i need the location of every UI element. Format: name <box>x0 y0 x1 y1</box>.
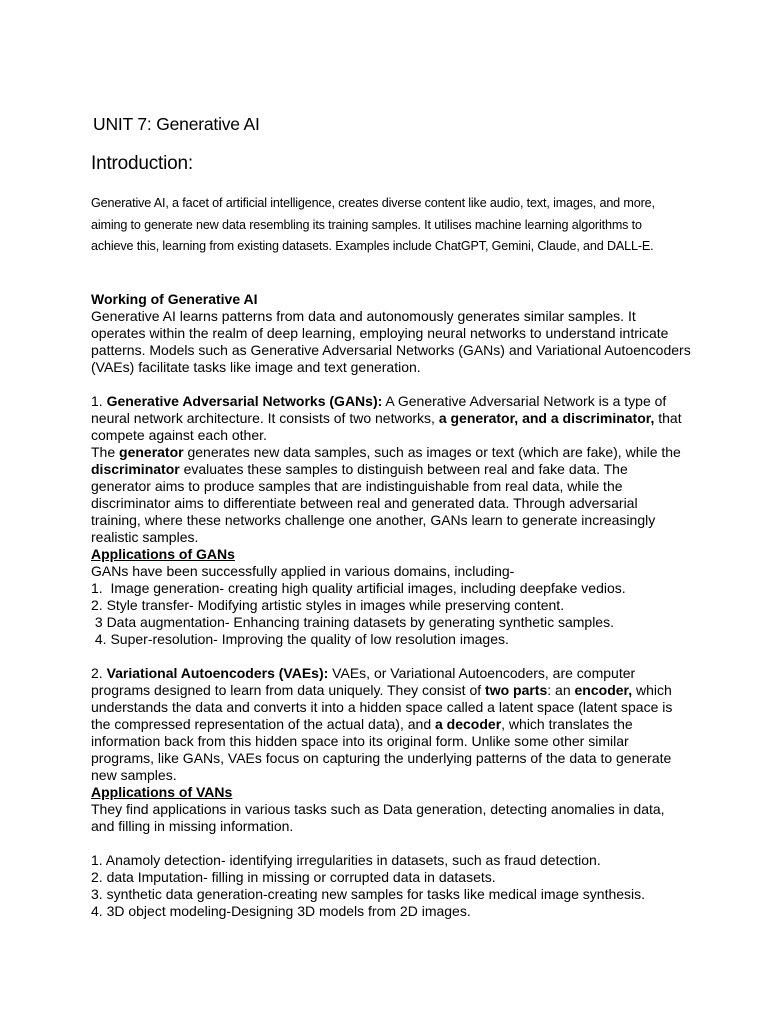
list-item: 2. Style transfer- Modifying artistic styles in images while preserving content. <box>91 597 565 613</box>
gans-definition: 1. Generative Adversarial Networks (GANs): A Generative Adversarial Network is a type of neural network architecture. It consists of two networks, a generator, and a discriminator, that compete against each other. <box>91 393 682 443</box>
list-item: 1. Image generation- creating high quality artificial images, including deepfake vedios. <box>91 580 626 596</box>
unit-title: UNIT 7: Generative AI <box>93 114 260 134</box>
list-item: 4. 3D object modeling-Designing 3D models from 2D images. <box>91 903 471 919</box>
vaes-apps-heading: Applications of VANs <box>91 784 233 800</box>
list-item: 3 Data augmentation- Enhancing training datasets by generating synthetic samples. <box>91 614 614 630</box>
list-item: 3. synthetic data generation-creating new samples for tasks like medical image synthesis. <box>91 886 646 902</box>
body-section <box>91 291 691 920</box>
list-item: 1. Anamoly detection- identifying irregularities in datasets, such as fraud detection. <box>91 852 601 868</box>
working-heading: Working of Generative AI <box>91 291 258 307</box>
gans-apps-intro: GANs have been successfully applied in various domains, including- <box>91 563 515 579</box>
vaes-apps-intro: They find applications in various tasks such as Data generation, detecting anomalies in data, and filling in missing information. <box>91 801 665 834</box>
gans-explanation: The generator generates new data samples, such as images or text (which are fake), while the discriminator evaluates these samples to distinguish between real and fake data. The generator aims to produce samples that are indistinguishable from real data, while the discriminator aims to differentiate between real and generated data. Through adversarial training, where these networks challenge one another, GANs learn to generate increasingly realistic samples. <box>91 444 681 545</box>
gans-apps-heading: Applications of GANs <box>91 546 235 562</box>
working-paragraph: Generative AI learns patterns from data and autonomously generates similar samples. It operates within the realm of deep learning, employing neural networks to understand intricate patterns. Models such as Generative Adversarial Networks (GANs) and Variational Autoencoders (VAEs) facilitate tasks like image and text generation. <box>91 308 691 375</box>
list-item: 2. data Imputation- filling in missing or corrupted data in datasets. <box>91 869 496 885</box>
list-item: 4. Super-resolution- Improving the quality of low resolution images. <box>91 631 509 647</box>
vaes-definition: 2. Variational Autoencoders (VAEs): VAEs, or Variational Autoencoders, are computer programs designed to learn from data uniquely. They consist of two parts: an encoder, which understands the data and converts it into a hidden space called a latent space (latent space is the compressed representation of the actual data), and a decoder, which translates the information back from this hidden space into its original form. Unlike some other similar programs, like GANs, VAEs focus on capturing the underlying patterns of the data to generate new samples. <box>91 665 673 783</box>
intro-paragraph: Generative AI, a facet of artificial intelligence, creates diverse content like audio, text, images, and more, aiming to generate new data resembling its training samples. It utilises machine learning algorithms to achieve this, learning from existing datasets. Examples include ChatGPT, Gemini, Claude, and DALL-E. <box>91 196 655 253</box>
intro-heading: Introduction: <box>91 153 193 174</box>
